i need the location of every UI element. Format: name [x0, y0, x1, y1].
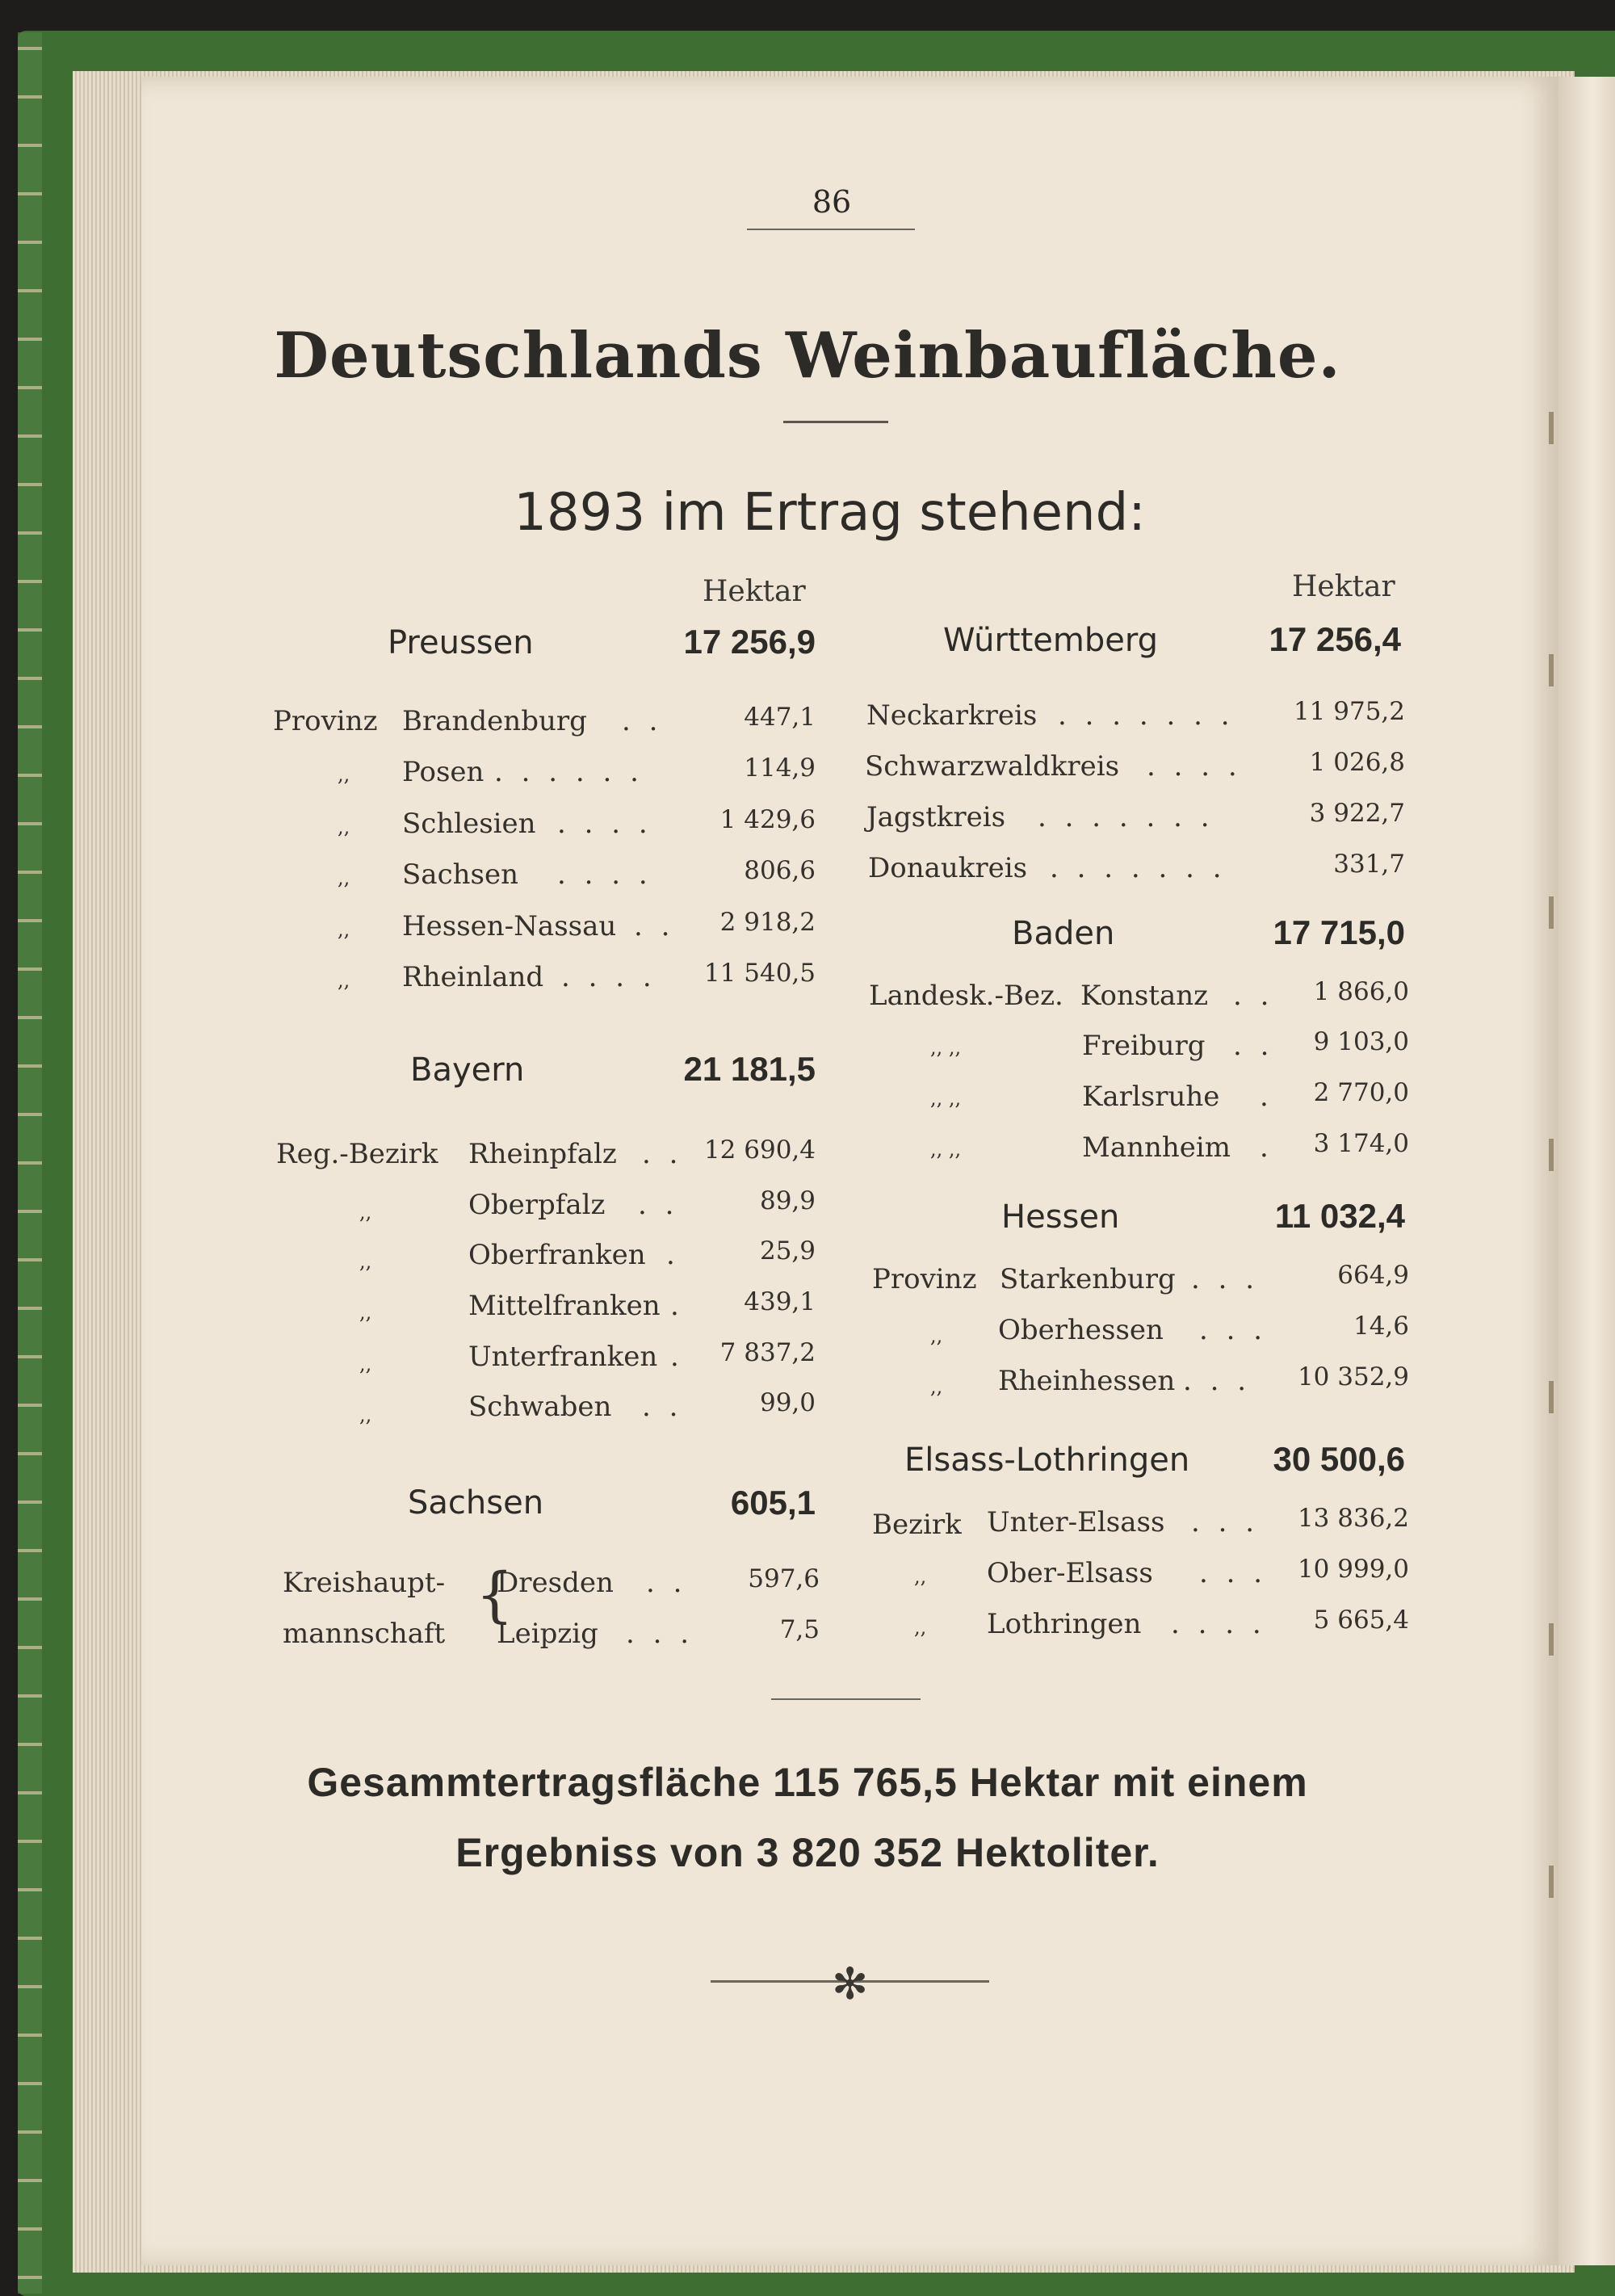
row-name: Rheinpfalz: [468, 1138, 617, 1170]
leader-dots: . . . .: [1147, 750, 1242, 783]
row-prefix: Provinz: [273, 705, 378, 737]
ditto-mark: ,,: [359, 1201, 372, 1224]
title-ornament: [783, 421, 888, 423]
row-name: Jagstkreis: [866, 801, 1006, 833]
leader-dots: . . .: [1183, 1365, 1252, 1397]
leader-dots: . . . . . . .: [1058, 699, 1235, 732]
leader-dots: . .: [1233, 980, 1274, 1012]
page-number-rule: [747, 229, 915, 230]
row-value: 25,9: [759, 1236, 816, 1266]
row-prefix: Reg.-Bezirk: [276, 1138, 438, 1170]
state-heading-preussen: Preussen: [388, 624, 534, 661]
row-value: 2 918,2: [719, 908, 816, 937]
row-name: Starkenburg: [1000, 1263, 1176, 1295]
row-value: 12 690,4: [703, 1135, 816, 1165]
row-value: 99,0: [759, 1388, 816, 1417]
unit-label-right: Hektar: [1292, 570, 1395, 603]
state-total-baden: 17 715,0: [1273, 913, 1405, 951]
facing-page-edge: [1558, 77, 1615, 2265]
leader-dots: . . . . . . .: [1050, 852, 1227, 884]
row-value: 439,1: [744, 1287, 816, 1316]
page-number: 86: [812, 184, 852, 220]
ditto-mark: ,, ,,: [930, 1087, 962, 1110]
row-value: 5 665,4: [1313, 1606, 1409, 1635]
ditto-mark: ,,: [338, 969, 350, 992]
state-heading-baden: Baden: [1012, 915, 1115, 952]
leader-dots: . . . .: [1171, 1608, 1266, 1640]
state-heading-bayern: Bayern: [410, 1051, 525, 1089]
leader-dots: .: [1260, 1081, 1273, 1113]
ditto-mark: ,,: [359, 1250, 372, 1273]
row-name: Konstanz: [1080, 980, 1209, 1012]
row-value: 89,9: [759, 1186, 816, 1215]
row-value: 114,9: [744, 753, 816, 783]
row-value: 2 770,0: [1313, 1078, 1409, 1107]
row-name: Oberpfalz: [468, 1189, 606, 1221]
leader-dots: . . .: [1191, 1506, 1260, 1538]
leader-dots: .: [1260, 1131, 1273, 1164]
row-name: Hessen-Nassau: [402, 910, 617, 942]
leader-dots: . .: [642, 1391, 683, 1423]
row-value: 3 922,7: [1309, 799, 1405, 828]
leader-dots: . . . .: [561, 961, 656, 993]
leader-dots: . .: [642, 1138, 683, 1170]
ditto-mark: ,,: [930, 1375, 943, 1398]
row-name: Unter-Elsass: [987, 1506, 1165, 1538]
leader-dots: .: [670, 1290, 684, 1322]
ditto-mark: ,,: [914, 1565, 927, 1588]
divider-ornament: [771, 1698, 921, 1700]
ditto-mark: ,,: [338, 816, 350, 838]
leader-dots: . . . .: [557, 858, 652, 891]
flourish-icon: ✻: [832, 1958, 869, 2009]
row-name: Brandenburg: [402, 705, 587, 737]
row-name: Schlesien: [402, 808, 536, 840]
leader-dots: . . .: [626, 1618, 694, 1650]
state-heading-sachsen: Sachsen: [408, 1484, 544, 1522]
row-value: 11 540,5: [703, 959, 816, 988]
row-value: 9 103,0: [1313, 1027, 1409, 1056]
row-name: Lothringen: [987, 1608, 1142, 1640]
ditto-mark: ,,: [338, 918, 350, 941]
ditto-mark: ,,: [359, 1301, 372, 1324]
ditto-mark: ,,: [338, 867, 350, 889]
state-total-wuerttemberg: 17 256,4: [1269, 620, 1401, 658]
row-name: Karlsruhe: [1082, 1081, 1220, 1113]
leader-dots: . . . . . . .: [1038, 801, 1214, 833]
state-total-preussen: 17 256,9: [683, 623, 816, 661]
state-total-hessen: 11 032,4: [1274, 1197, 1405, 1235]
row-name: Donaukreis: [868, 852, 1028, 884]
book-page: [141, 77, 1558, 2265]
leader-dots: . .: [638, 1189, 679, 1221]
row-name: Leipzig: [497, 1618, 598, 1650]
brace-icon: {: [476, 1560, 514, 1630]
ditto-mark: ,, ,,: [930, 1138, 962, 1161]
row-name: Freiburg: [1082, 1030, 1206, 1062]
leader-dots: . . .: [1191, 1263, 1260, 1295]
row-prefix: Provinz: [872, 1263, 977, 1295]
state-total-sachsen: 605,1: [730, 1484, 816, 1522]
page-title: Deutschlands Weinbaufläche.: [274, 319, 1341, 392]
row-value: 7 837,2: [719, 1338, 816, 1367]
state-heading-elsass-lothringen: Elsass-Lothringen: [904, 1442, 1190, 1479]
row-value: 11 975,2: [1293, 697, 1405, 726]
row-value: 3 174,0: [1313, 1129, 1409, 1158]
row-name: Rheinhessen: [998, 1365, 1176, 1397]
unit-label-left: Hektar: [703, 575, 806, 608]
row-value: 10 999,0: [1297, 1555, 1409, 1584]
row-prefix: Kreishaupt-: [283, 1567, 446, 1599]
leader-dots: .: [666, 1239, 680, 1271]
page-subtitle: 1893 im Ertrag stehend:: [514, 483, 1146, 543]
row-name: Schwarzwaldkreis: [865, 750, 1120, 783]
summary-line-2: Ergebniss von 3 820 352 Hektoliter.: [455, 1830, 1160, 1875]
leader-dots: . . . .: [557, 808, 652, 840]
row-value: 664,9: [1337, 1261, 1409, 1290]
ditto-mark: ,,: [359, 1353, 372, 1375]
row-value: 1 429,6: [719, 805, 816, 834]
row-value: 1 026,8: [1309, 748, 1405, 777]
row-name: Dresden: [497, 1567, 614, 1599]
row-value: 806,6: [744, 856, 816, 885]
leader-dots: .: [670, 1341, 684, 1373]
ditto-mark: ,,: [930, 1324, 943, 1347]
leader-dots: . .: [622, 705, 663, 737]
row-name: Oberfranken: [468, 1239, 646, 1271]
row-name: Schwaben: [468, 1391, 612, 1423]
row-name: Oberhessen: [998, 1314, 1164, 1346]
row-prefix: mannschaft: [283, 1618, 446, 1650]
leader-dots: . .: [1233, 1030, 1274, 1062]
leader-dots: . . .: [1199, 1557, 1268, 1589]
row-value: 10 352,9: [1297, 1362, 1409, 1391]
page-margin-marks: [1549, 339, 1554, 1954]
row-name: Unterfranken: [468, 1341, 658, 1373]
leader-dots: . .: [634, 910, 675, 942]
state-total-bayern: 21 181,5: [683, 1050, 816, 1088]
row-prefix: Bezirk: [872, 1509, 962, 1541]
row-name: Posen: [402, 756, 484, 788]
ditto-mark: ,,: [914, 1616, 927, 1639]
row-value: 7,5: [779, 1615, 820, 1644]
row-name: Neckarkreis: [866, 699, 1038, 732]
leader-dots: . . .: [1199, 1314, 1268, 1346]
summary-line-1: Gesammtertragsfläche 115 765,5 Hektar mit einem: [307, 1760, 1308, 1805]
state-heading-hessen: Hessen: [1001, 1198, 1120, 1236]
ditto-mark: ,,: [359, 1404, 372, 1426]
row-name: Mannheim: [1082, 1131, 1231, 1164]
row-name: Sachsen: [402, 858, 518, 891]
ditto-mark: ,,: [338, 763, 350, 786]
state-total-elsass-lothringen: 30 500,6: [1273, 1440, 1405, 1478]
row-value: 13 836,2: [1297, 1504, 1409, 1533]
leader-dots: . .: [646, 1567, 687, 1599]
row-value: 447,1: [744, 703, 816, 732]
row-name: Rheinland: [402, 961, 544, 993]
row-value: 14,6: [1353, 1312, 1409, 1341]
row-prefix: Landesk.-Bez.: [869, 980, 1063, 1012]
row-value: 1 866,0: [1313, 977, 1409, 1006]
row-value: 597,6: [748, 1564, 820, 1593]
ditto-mark: ,, ,,: [930, 1036, 962, 1059]
row-name: Ober-Elsass: [987, 1557, 1153, 1589]
row-value: 331,7: [1333, 850, 1405, 879]
leader-dots: . . . . . .: [494, 756, 644, 788]
state-heading-wuerttemberg: Württemberg: [943, 622, 1158, 659]
row-name: Mittelfranken: [468, 1290, 661, 1322]
